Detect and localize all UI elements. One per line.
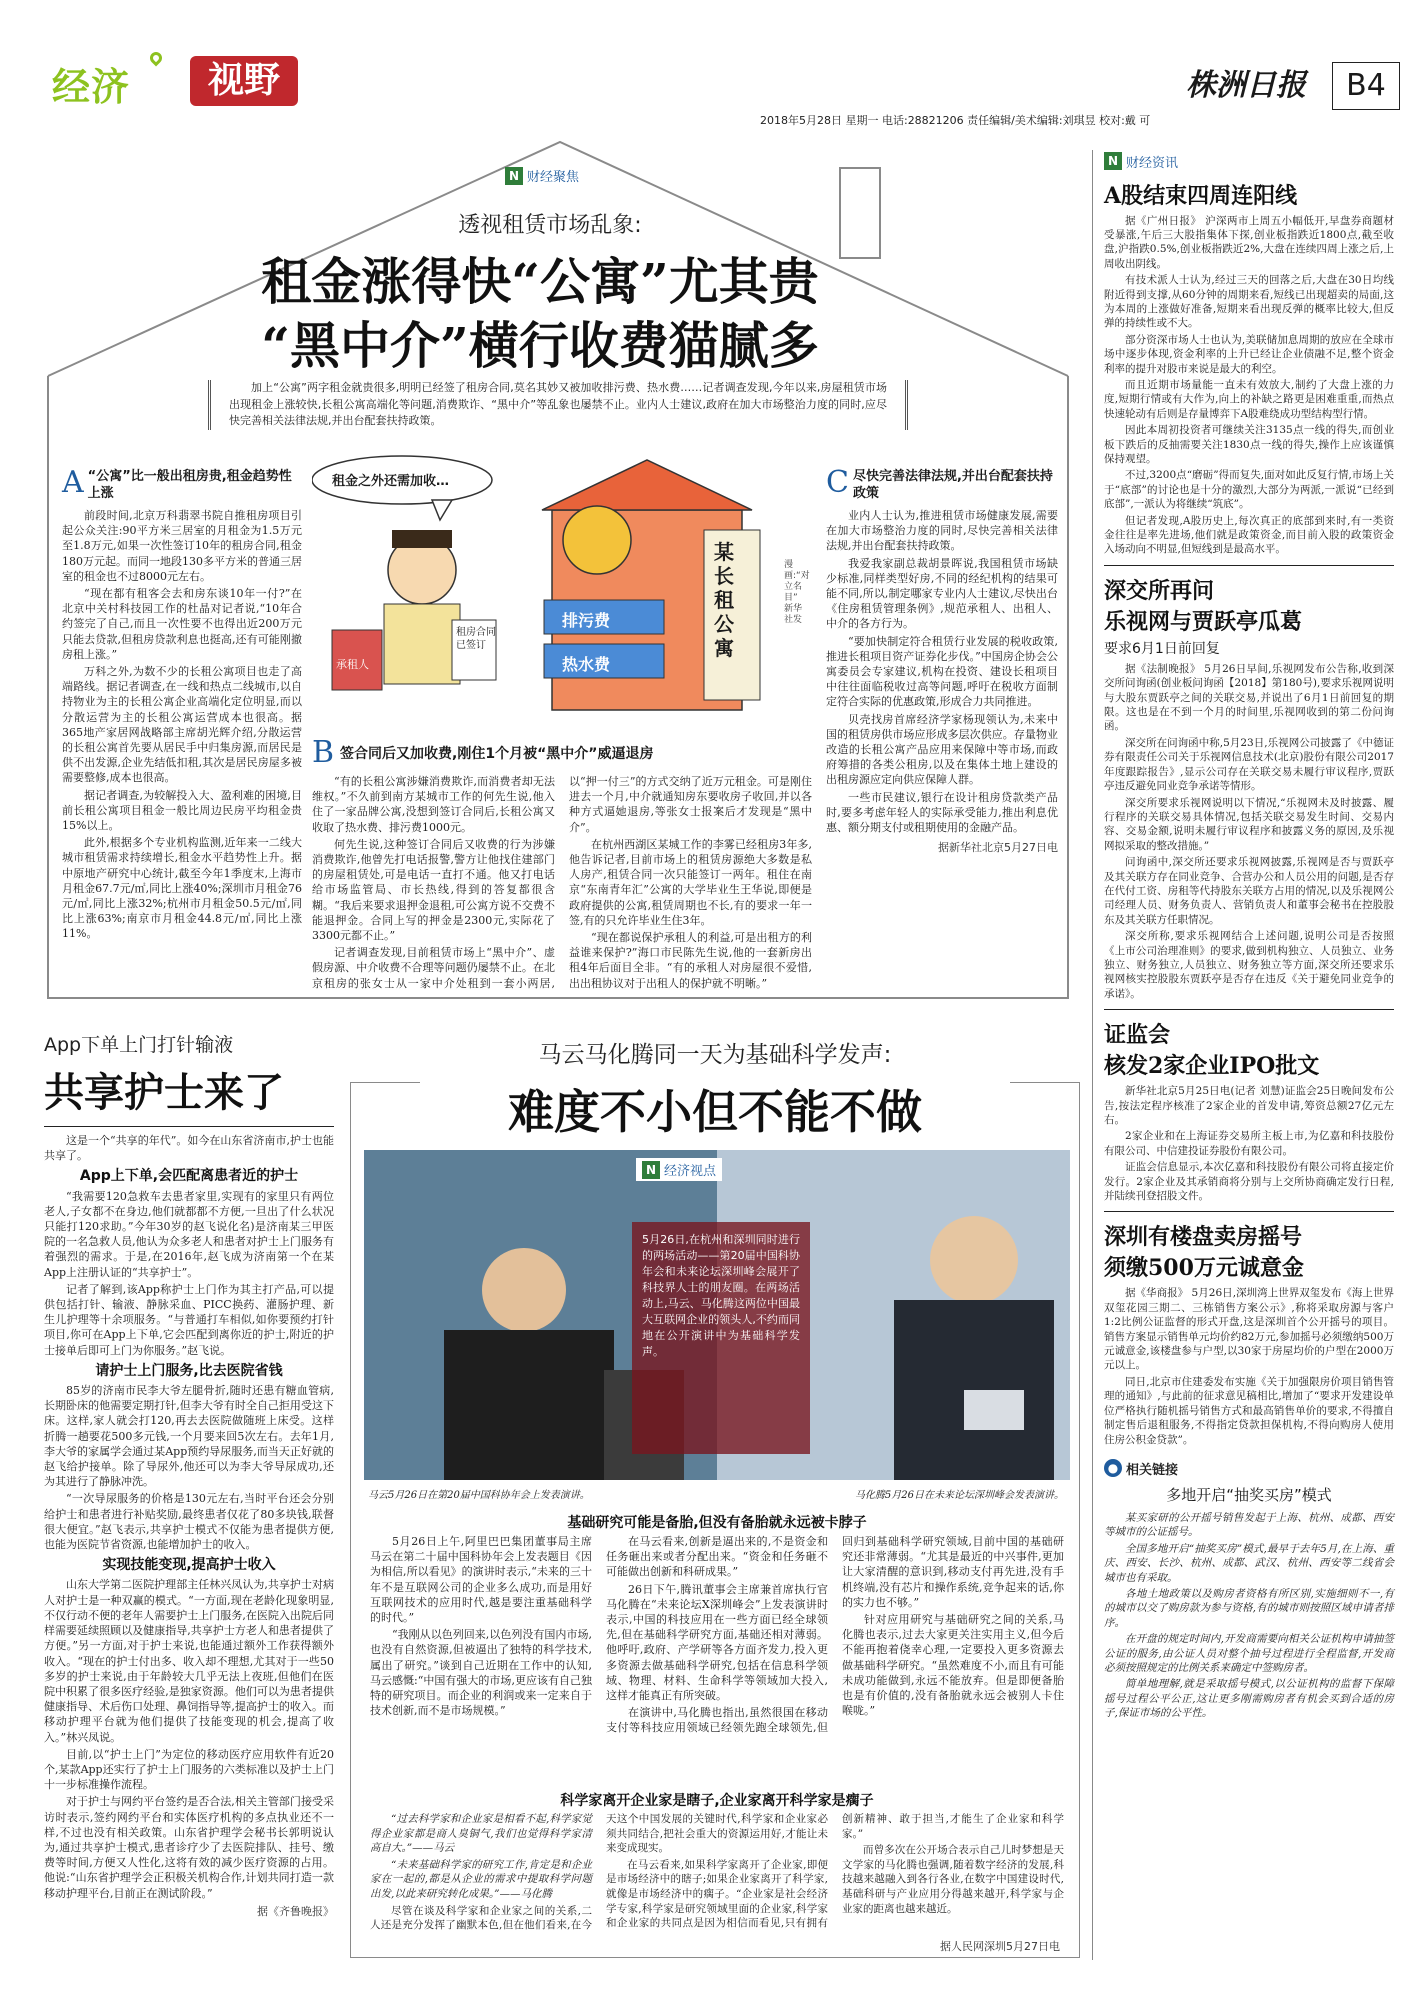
- s1-para: 因此本周初投资者可继续关注3135点一线的得失,而创业板下跌后的反抽需要关注1830点一线的得失,操作上应该谨慎保持观望。: [1104, 424, 1394, 465]
- section-name-economy: 经济: [52, 65, 131, 109]
- section-b-body: [312, 774, 812, 1004]
- s3-headline-2: 核发2家企业IPO批文: [1104, 1053, 1320, 1080]
- ma-body-2: [370, 1812, 1064, 1936]
- sidebar-rule: [1104, 1009, 1394, 1010]
- n-logo-icon: N: [505, 167, 523, 185]
- s1-para: 据《广州日报》 沪深两市上周五小幅低开,早盘券商题材受暴涨,午后三大股指集体下探,创业板指跌近1800点,截至收盘,沪指跌0.5%,创业板指跌近2%,大盘在连续四周上涨之后,上周收出阴线。: [1104, 214, 1394, 270]
- section-c-para: “要加快制定符合租赁行业发展的税收政策,推进长租项目资产证券化步伐。”中国房企协会公寓委员会专家建议,机构在投资、建设长租项目中往往面临税收过高等问题,呼吁在税收方面制定符合实际的优惠政策,形成合力共同推进。: [826, 634, 1058, 709]
- rent-lead-text: 加上“公寓”两字租金就贵很多,明明已经签了租房合同,莫名其妙又被加收排污费、热水费……记者调查发现,今年以来,房屋租赁市场出现租金上涨较快,长租公寓高端化等问题,消费欺诈、“黑中介”等乱象也屡禁不止。业内人士建议,政府在加大市场整治力度的同时,应尽快完善相关法律法规,并出台配套扶持政策。: [229, 381, 887, 427]
- ma-sub-1: 基础研究可能是备胎,但没有备胎就永远被卡脖子: [567, 1515, 867, 1531]
- section-b-letter: B: [312, 735, 335, 770]
- nurse-para: 山东大学第二医院护理部主任林兴凤认为,共享护士对病人对护士是一种双赢的模式。“一方面,现在老龄化现象明显,不仅行动不便的老年人需要护士上门服务,在医院入出院后同样需要延续照顾以及健康指导,共享护士方老人和患者提供了方便。”另一方面,对于护士来说,也能通过额外工作获得额外收入。“现在的护士付出多、收入却不理想,尤其对于一些50多岁的护士来说,由于年龄较大几乎无法上夜班,但他们在医院中积累了很多医疗经验,是独家资源。他们可以为患者提供健康指导、术后伤口处理、鼻饲指导等,提高护士的收入。而移动护理平台就为他们提供了技能变现的机会,提高了收入。”林兴凤说。: [44, 1578, 334, 1744]
- nurse-para: 85岁的济南市民李大爷左腿骨折,随时还患有糖血管病,长期卧床的他需要定期打针,但李大爷有时全自己拒用受这下床。这样,家人就会打120,再去去医院做随班上床受。这样折腾一趟要花500多元钱,一个月要来回5次左右。去年1月,李大爷的家属学会通过某App预约导尿服务,而当天正好就的赵飞给护接单。除了导尿外,他还可以为李大爷导尿成功,还为其进行了静脉冲洗。: [44, 1384, 334, 1489]
- nurse-source: 据《齐鲁晚报》: [257, 1904, 334, 1918]
- section-a-para: 此外,根据多个专业机构监测,近年来一二线大城市租赁需求持续增长,租金水平趋势性上升。据中原地产研究中心统计,截至今年1季度末,上海市月租金67.7元/㎡,同比上涨40%;深圳市月租金76元/㎡,同比上涨32%;杭州市月租金50.5元/㎡,同比上涨63%;南京市月租金44.8元/㎡,同比上涨11%。: [62, 836, 302, 941]
- s4-para: 同日,北京市住建委发布实施《关于加强限房价项目销售管理的通知》,与此前的征求意见稿相比,增加了“要求开发建设单位严格执行随机摇号销售方式和最高销售单价的要求,不得擅自制定售后退租服务,不得指定贷款担保机构,不得向购房人使用住房公积金贷款”。: [1104, 1375, 1394, 1446]
- n-logo-icon: N: [1104, 152, 1122, 170]
- section-c-heading: [826, 465, 1058, 502]
- link-headline: 多地开启“抽奖买房”模式: [1166, 1485, 1332, 1504]
- link-para: 在开盘的规定时间内,开发商需要向相关公证机构申请抽签公证的服务,由公证人员对整个抽号过程进行全程监督,开发商必须按照规定的比例关系来确定中签购房者。: [1104, 1633, 1394, 1674]
- section-b-para: 记者调查发现,目前租赁市场上“黑中介”、虚假房源、中介收费不合理等问题仍屡禁不止。在北京租房的张女士从一家中介处租到一套小两居,以“押一付三”的方式交纳了近万元租金。可是刚住进去一个月,中介就通知房东要收房子收回,并以各种方式逼她退房,等张女士报案后才发现是“黑中介”。: [312, 775, 812, 990]
- rent-section-a: [62, 465, 302, 944]
- cartoon-credit: 漫画:“对立名目” 新华社发: [784, 560, 810, 625]
- section-c-para: 我爱我家副总裁胡景晖说,我国租赁市场缺少标准,同样类型好房,不同的经纪机构的结果可能不同,所以,制定哪家专业内人士建议,尽快出台《住房租赁管理条例》,规范承租人、出租人、中介的各方行为。: [826, 556, 1058, 631]
- tag-finance-news: N 财经资讯: [1104, 152, 1178, 171]
- nurse-rule: [44, 1126, 334, 1127]
- s4-headline-1: 深圳有楼盘卖房摇号: [1104, 1224, 1303, 1251]
- caption-mayun: 马云5月26日在第20届中国科协年会上发表演讲。: [368, 1490, 590, 1501]
- s1-para: 而且近期市场量能一直未有效放大,制约了大盘上涨的力度,短期行情或有大作为,向上的补缺之路更是困难重重,而热点快速轮动有后则是存量博弈下A股难绕成功型结构型行情。: [1104, 378, 1394, 420]
- sidebar-divider: [1092, 150, 1093, 1960]
- section-a-para: “现在都有租客会去和房东谈10年一付?”在北京中关村科技园工作的杜晶对记者说,“10年合约签完了自己,而且一次性要不也得出近200万元只能去贷款,但租房贷款利息也挺高,还有可能刚撤房租上涨。”: [62, 587, 302, 661]
- s1-para: 不过,3200点“磨砺”得而复失,面对如此反复行情,市场上关于“底部”的讨论也是十分的激烈,大部分为两派,一派说“已经到底部”,一派认为将继续“筑底”。: [1104, 469, 1394, 511]
- nurse-headline: 共享护士来了: [44, 1069, 284, 1116]
- s1-body: [1104, 214, 1394, 557]
- paper-logo: 株洲日报: [1186, 68, 1306, 103]
- section-c-title: 尽快完善法律法规,并出台配套扶持政策: [852, 469, 1053, 501]
- s4-body: [1104, 1286, 1394, 1446]
- rent-section-b: [312, 735, 812, 1004]
- tag-finance-focus: N 财经聚焦: [505, 166, 579, 185]
- s4-para: 据《华商报》 5月26日,深圳湾上世界双玺发布《海上世界双玺花园三期二、三栋销售方案公示》,称将采取房源与客户1:2比例公证监督的形式开盘,这是深圳首个公开摇号的项目。销售方案显示销售单元均价约82万元,参加摇号必须缴纳500万元诚意金,该楼盘参与户型,以30家于房屋均价的户型在2000万元以上。: [1104, 1287, 1394, 1372]
- s1-headline: A股结束四周连阳线: [1104, 182, 1298, 209]
- section-a-para: 万科之外,为数不少的长租公寓项目也走了高端路线。据记者调查,在一线和热点二线城市,以自持物业为主的长租公寓企业高端化定位明显,而以分散运营为主的长租公寓运营成本也很高。据365地产家居网战略部主席胡光辉介绍,分散运营的长租公寓首先要从居民手中归集房源,而居民是供不出发源,企业先结低扣租,其次是居民房屋多被需要整修,成本也很高。: [62, 665, 302, 785]
- section-a-title: “公寓”比一般出租房贵,租金趋势性上涨: [87, 469, 292, 501]
- cartoon-person-label: 承租人: [336, 658, 369, 671]
- nurse-kicker: App下单上门打针输液: [44, 1034, 234, 1056]
- link-para: 全国多地开启“抽奖买房”模式,最早于去年5月,在上海、重庆、西安、长沙、杭州、成都、武汉、杭州、西安等二线省会城市也有采取。: [1104, 1542, 1394, 1584]
- n-logo-icon: N: [642, 1161, 660, 1179]
- sidebar-rule: [1104, 565, 1394, 566]
- ma-headline: 难度不小但不能不做: [420, 1076, 1010, 1142]
- section-b-para: 在杭州西湖区某城工作的李雾已经租房3年多,他告诉记者,目前市场上的租赁房源绝大多数是私人房产,租赁合同一次只能签订一两年。租住在南京“东南青年汇”公寓的大学毕业生王华说,即便是政府提供的公寓,租赁周期也不长,有的要求一年一签,有的只允许毕业生住3年。: [569, 837, 812, 927]
- cartoon-building-label: 某长租公寓: [714, 540, 734, 660]
- s1-para: 但记者发现,A股历史上,每次真正的底部到来时,有一类资金往往是率先进场,他们就是政策资金,而目前入股的政策资金入场动向不明显,但短线到是最高水平。: [1104, 514, 1394, 556]
- section-b-heading: [312, 735, 812, 770]
- s2-headline-2: 乐视网与贾跃亭瓜葛: [1104, 608, 1303, 635]
- tag-economic-view: N 经济视点: [636, 1158, 722, 1181]
- rent-kicker: 透视租赁市场乱象:: [458, 213, 642, 238]
- sidebar-rule: [1104, 1211, 1394, 1212]
- s1-para: 有技术派人士认为,经过三天的回落之后,大盘在30日均线附近得到支撑,从60分钟的周期来看,短线已出现超卖的局面,这为本周的上涨做好准备,短期来看出现反弹的概率比较大,但反弹的持续性或不大。: [1104, 274, 1394, 330]
- ma-body-1: [370, 1534, 1064, 1778]
- rent-lead: [208, 380, 908, 430]
- link-para: 简单地理解,就是采取摇号模式,以公证机构的监督下保障摇号过程公平公正,这让更多刚需购房者有机会买到合适的房子,保证市场的公平性。: [1104, 1678, 1394, 1720]
- ma-quote: “过去科学家和企业家是相看不起,科学家觉得企业家都是商人臭铜气,我们也觉得科学家清高自大。”——马云: [370, 1813, 592, 1855]
- rent-headline-1: 租金涨得快“公寓”尤其贵: [261, 252, 819, 311]
- nurse-intro: 这是一个“共享的年代”。如今在山东省济南市,护士也能共享了。: [44, 1134, 334, 1163]
- ma-para: 针对应用研究与基础研究之间的关系,马化腾也表示,过去大家更关注实用主义,但今后不能再抱着侥幸心理,一定要投入更多资源去做基础科学研究。“虽然难度不小,而且有可能未成功能做到,永远不能放弃。但是即便备胎也是有价值的,没有备胎就永远会被别人卡住喉咙。”: [842, 1613, 1064, 1718]
- photo-note-text: 5月26日,在杭州和深圳同时进行的两场活动——第20届中国科协年会和未来论坛深圳峰会展开了科技界人士的朋友圈。在两场活动上,马云、马化腾这两位中国最大互联网企业的领头人,不约而同地在公开演讲中为基础科学发声。: [642, 1233, 800, 1358]
- ma-photo: [364, 1150, 1070, 1480]
- nurse-sub-3: 实现技能变现,提高护士收入: [102, 1557, 276, 1574]
- rent-headline-2: “黑中介”横行收费猫腻多: [261, 316, 819, 375]
- section-a-body: [62, 508, 302, 942]
- photo-note: [632, 1222, 810, 1454]
- s3-para: 新华社北京5月25日电(记者 刘慧)证监会25日晚间发布公告,按法定程序核准了2家企业的首发申请,筹资总额27亿元左右。: [1104, 1085, 1394, 1126]
- s2-para: 深交所要求乐视网说明以下情况,“乐视网未及时披露、履行程序的关联交易具体情况,包括关联交易发生时间、交易内容、交易金额,说明未履行审议程序和披露义务的原因,及乐视网拟采取的整改措施。”: [1104, 796, 1394, 852]
- s2-para: 深交所称,要求乐视网结合上述问题,说明公司是否按照《上市公司治理准则》的要求,做到机构独立、人员独立、业务独立、财务独立,人员独立、财务独立等方面,深交所还要求乐视网核实控股股东贾跃亭是否存在违反《关于避免同业竞争的承诺》。: [1104, 930, 1394, 1000]
- s3-para: 证监会信息显示,本次亿嘉和科技股份有限公司将直接定价发行。2家企业及其承销商将分别与上交所协商确定发行日程,并陆续刊登招股文件。: [1104, 1161, 1394, 1203]
- s1-para: 部分资深市场人士也认为,美联储加息周期的放应在全球市场中逐步体现,资金利率的上升已经让企业债融不足,整个资金利率的提升对股市来说是最大的利空。: [1104, 333, 1394, 375]
- ma-source: 据人民网深圳5月27日电: [940, 1940, 1060, 1953]
- location-pin-icon: [148, 50, 165, 67]
- section-b-para: “现在都说保护承租人的利益,可是出租方的利益谁来保护?”海口市民陈先生说,他的一套新房出租4年后面目全非。“有的承租人对房屋很不爱惜,出出租协议对于出租人的保护就不明晰。”: [569, 931, 812, 990]
- section-name-vision: 视野: [190, 56, 298, 106]
- cartoon-sign-hotwater: 热水费: [562, 655, 611, 674]
- ma-para: 在马云看来,如果科学家离开了企业家,即便是市场经济中的瞎子;如果企业家离开了科学家,就像是市场经济中的瘸子。“企业家是社会经济学专家,科学家是研究领域里面的企业家,科学家和企业家的共同点是因为相信而看见,只有拥有创新精神、敢于担当,才能生了企业家和科学家。”: [606, 1813, 1064, 1930]
- section-c-para: 一些市民建议,银行在设计租房贷款类产品时,要多考虑年轻人的实际承受能力,推出利息优惠、额分期支付或租期使用的金融产品。: [826, 790, 1058, 835]
- s2-headline-1: 深交所再问: [1104, 577, 1215, 604]
- s2-para: 深交所在问询函中称,5月23日,乐视网公司披露了《中德证券有限责任公司关于乐视网信息技术(北京)股份有限公司2017年度跟踪报告》,显示公司存在关联交易未履行审议程序,贾跃亭违反避免同业竞争承诺等情形。: [1104, 736, 1394, 793]
- page-number: B4: [1332, 62, 1400, 110]
- section-a-para: 前段时间,北京万科翡翠书院自推租房项目引起公众关注:90平方米三居室的月租金为1.5万元至1.8万元,如果一次性签订10年的租房合同,租金180万元起。而同一地段130多平方米的普通三居室的租金也不过8000元左右。: [62, 509, 302, 583]
- s4-headline-2: 须缴500万元诚意金: [1104, 1255, 1304, 1282]
- nurse-para: “一次导尿服务的价格是130元左右,当时平台还会分别给护士和患者进行补贴奖励,最终患者仅花了80多块钱,联督很大便宜。”赵飞表示,共享护士模式不仅能为患者提供方便,也能为医院节省资源,也能增加护士的收入。: [44, 1492, 334, 1552]
- link-body: [1104, 1511, 1394, 1721]
- s2-subhead: 要求6月1日前回复: [1104, 640, 1220, 657]
- ma-para: 而曾多次在公开场合表示自己儿时梦想是天文学家的马化腾也强调,随着数字经济的发展,科技越来越融入到各行各业,在数字中国建设时代,基础科研与产业应用分得越来越开,科学家与企业家的距离也越来越近。: [842, 1844, 1064, 1915]
- nurse-para: 记者了解到,该App称护士上门作为其主打产品,可以提供包括打针、输液、静脉采血、PICC换药、灌肠护理、新生儿护理等十余项服务。“与普通打车相似,如你要预约打针项目,你可在App上下单,它会匹配到离你近的护士,附近的护士接单后即可上门为你服务。”赵飞说。: [44, 1282, 334, 1357]
- nurse-para: “我需要120急救车去患者家里,实现有的家里只有两位老人,子女都不在身边,他们就都都不方便,一旦出了什么状况只能打120求助。”今年30岁的赵飞说化名)是济南某三甲医院的一名急救人员,他认为众多老人和患者对护士上门服务有着强烈的需求。于是,在2016年,赵飞成为济南第一个在某App上注册认证的“共享护士”。: [44, 1189, 334, 1279]
- cartoon-sign-sewage: 排污费: [562, 611, 611, 630]
- section-c-letter: C: [826, 465, 849, 500]
- section-b-para: 何先生说,这种签订合同后又收费的行为涉嫌消费欺诈,他曾先打电话报警,警方让他找住建部门的房屋租赁处,可是电话一直打不通。他又打电话给市场监管局、市长热线,得到的答复都很含糊。“我后来要求退押金退租,可公寓方说不交费不能退押金。合同上写的押金是2300元,实际花了3300元都不止。”: [312, 837, 555, 943]
- ma-para: 尽管在谈及科学家和企业家之间的关系,二人还是充分发挥了幽默本色,但在他们看来,在今天这个中国发展的关键时代,科学家和企业家必须共同结合,把社会重大的资源运用好,才能让未来变成现实。: [370, 1813, 828, 1932]
- link-para: 各地土地政策以及购房者资格有所区别,实施细则不一,有的城市以交了购房款为参与资格,有的城市则按照区域申请者排序。: [1104, 1587, 1394, 1629]
- section-a-letter: A: [62, 465, 84, 500]
- s2-para: 据《法制晚报》 5月26日早间,乐视网发布公告称,收到深交所问询函(创业板问询函【2018】第180号),要求乐视网说明与大股东贾跃亭之间的关联交易,并说出了6月1日前回复的期限。这也是在不到一个月的时间里,乐视网收到的第二份问询函。: [1104, 662, 1394, 733]
- nurse-body: [44, 1133, 334, 1901]
- ma-para: 5月26日上午,阿里巴巴集团董事局主席马云在第二十届中国科协年会上发表题目《因为相信,所以看见》的演讲时表示,“未来的三十年不是互联网公司的企业多么成功,而是用好互联网技术的应用时代,越是要注重基础科学的时代。”: [370, 1535, 592, 1625]
- s2-body: [1104, 662, 1394, 1001]
- rent-cartoon: [312, 450, 812, 725]
- ma-sub-2: 科学家离开企业家是瞎子,企业家离开科学家是瘸子: [560, 1793, 874, 1809]
- nurse-sub-1: App上下单,会匹配离患者近的护士: [79, 1168, 299, 1185]
- ma-para: 26日下午,腾讯董事会主席兼首席执行官马化腾在“未来论坛X深圳峰会”上发表演讲时表示,中国的科技应用在一些方面已经全球领先,但在基础科学研究方面,基础还相对薄弱。他呼吁,政府、产学研等各方面齐发力,投入更多资源去做基础科学研究,包括在信息科学领域、物理、材料、生命科学等领域加大投入,这样才能真正有所突破。: [606, 1582, 828, 1703]
- nurse-para: 目前,以“护士上门”为定位的移动医疗应用软件有近20个,某款App还实行了护士上门服务的六类标准以及护士上门十一步标准操作流程。: [44, 1747, 334, 1792]
- cartoon-contract-label: 租房合同已签订: [456, 627, 496, 651]
- tag-related-link: ● 相关链接: [1104, 1459, 1178, 1478]
- section-c-body: [826, 508, 1058, 835]
- s3-para: 2家企业和在上海证券交易所主板上市,为亿嘉和科技股份有限公司、中信建投证券股份有限公司。: [1104, 1130, 1394, 1157]
- nurse-article: [44, 1030, 334, 1919]
- section-b-title: 签合同后又加收费,刚住1个月被“黑中介”威逼退房: [340, 746, 654, 762]
- nurse-sub-2: 请护士上门服务,比去医院省钱: [95, 1362, 283, 1379]
- ma-kicker: 马云马化腾同一天为基础科学发声:: [538, 1042, 892, 1068]
- section-a-heading: [62, 465, 302, 502]
- section-c-para: 贝壳找房首席经济学家杨现领认为,未来中国的租赁房供市场应形成多层次供应。存量物业改造的长租公寓产品应用来保障中等市场,而政府筹措的各类公租房,以及在集体土地上建设的出租房源应定向供应保障人群。: [826, 712, 1058, 787]
- s2-para: 问询函中,深交所还要求乐视网披露,乐视网是否与贾跃亭及其关联方存在同业竞争、合营办公和人员公用的问题,是否存在代付工资、房租等代持股东关联方占用的情况,以及乐视网公司经理人员、财务负责人、营销负责人和董事会秘书在控股股东及其关联方任职情况。: [1104, 856, 1394, 926]
- ma-quote: “未来基础科学家的研究工作,肯定是和企业家在一起的,都是从企业的需求中提取科学问题出发,以此来研究转化成果。”——马化腾: [370, 1858, 592, 1900]
- link-icon: ●: [1104, 1459, 1122, 1477]
- caption-mahuateng: 马化腾5月26日在未来论坛深圳峰会发表演讲。: [854, 1490, 1064, 1501]
- s3-headline-1: 证监会: [1104, 1022, 1171, 1049]
- masthead-info: 2018年5月28日 星期一 电话:28821206 责任编辑/美术编辑:刘琪昱 校对:戴 可: [760, 114, 1151, 127]
- s3-body: [1104, 1084, 1394, 1203]
- section-c-para: 业内人士认为,推进租赁市场健康发展,需要在加大市场整治力度的同时,尽快完善相关法律法规,并出台配套扶持政策。: [826, 509, 1058, 553]
- rent-source: 据新华社北京5月27日电: [938, 841, 1058, 855]
- cartoon-bubble: 租金之外还需加收…: [332, 474, 450, 489]
- masthead: [0, 0, 1420, 127]
- rent-section-c: [826, 465, 1058, 855]
- link-para: 某买家研的公开摇号销售发起于上海、杭州、成都、西安等城市的公证摇号。: [1104, 1511, 1394, 1539]
- ma-para: 在演讲中,马化腾也指出,虽然很国在移动支付等科技应用领域已经领先跑全球领先,但回归到基础科学研究领域,目前中国的基础研究还非常薄弱。“尤其是最近的中兴事件,更加让大家清醒的意识到,移动支付再先进,没有手机终端,没有芯片和操作系统,竞争起来的话,你的实力也不够。”: [606, 1535, 1064, 1735]
- ma-para: 在马云看来,创新是逼出来的,不是资金和任务砸出来或者分配出来。“资金和任务砸不可能做出创新和科研成果。”: [606, 1535, 828, 1579]
- ma-para: “我刚从以色列回来,以色列没有国内市场,也没有自然资源,但被逼出了独特的科学技术,属出了研究。”谈到自己近期在工作中的认知,马云感慨:“中国有强大的市场,更应该有自己独特的研究项目。而企业的利润或来一定来自于技术创新,而不是市场规模。”: [370, 1628, 592, 1718]
- sidebar: [1104, 150, 1394, 1723]
- nurse-para: 对于护士与网约平台签约是否合法,相关主管部门接受采访时表示,签约网约平台和实体医疗机构的多点执业还不一样,不过也没有相关政策。山东省护理学会秘书长郭明说认为,通过共享护士模式,患者诊疗少了去医院排队、挂号、缴费等时间,方便又人性化,这将有效的减少医疗资源的占用。他说:“山东省护理学会正积极关机构合作,计划共同打造一款移动护理平台,目前正在测试阶段。”: [44, 1795, 334, 1900]
- section-b-para: “有的长租公寓涉嫌消费欺诈,而消费者却无法维权。”不久前到南方某城市工作的何先生说,他入住了一家品牌公寓,没想到签订合同后,长租公寓又收取了热水费、排污费1000元。: [312, 775, 555, 834]
- section-a-para: 据记者调查,为较解投入大、盈利难的困境,目前长租公寓项目租金一般比周边民房平均租金贵15%以上。: [62, 788, 302, 833]
